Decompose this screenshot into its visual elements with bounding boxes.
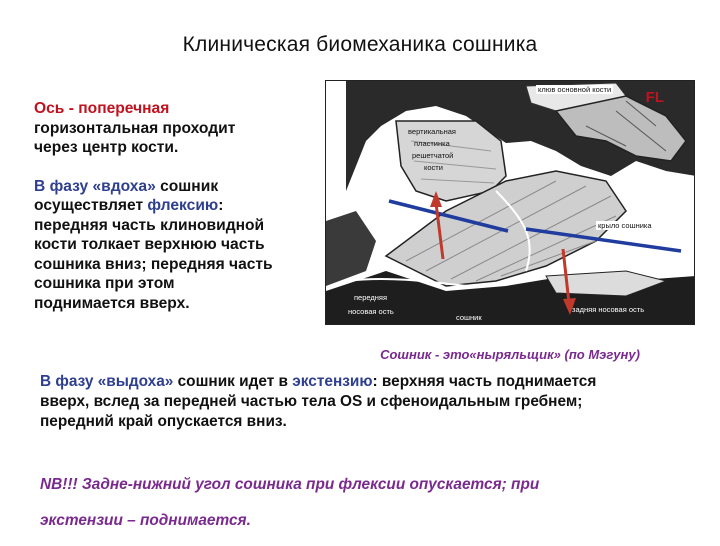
vomer-anatomy-figure bbox=[325, 80, 695, 325]
extension-term: экстензию bbox=[292, 373, 373, 390]
posterior-spine-label: задняя носовая ость bbox=[572, 305, 645, 314]
inhale-text-line-7: поднимается вверх. bbox=[34, 294, 190, 312]
vertical-plate-label-4: кости bbox=[424, 163, 443, 172]
exhale-text-line-3: передний край опускается вниз. bbox=[40, 413, 287, 430]
sphenoid-beak-label: клюв основной кости bbox=[538, 85, 612, 94]
exhale-text-mid: сошник идет в bbox=[173, 373, 293, 390]
axis-label: Ось - поперечная bbox=[34, 100, 170, 117]
vertical-plate-label-1: вертикальная bbox=[408, 127, 456, 136]
exhale-description bbox=[40, 372, 700, 432]
vomer-label: сошник bbox=[456, 313, 482, 322]
inhale-text-line-4: кости толкает верхнюю часть bbox=[34, 236, 265, 253]
anatomy-drawing bbox=[326, 81, 695, 325]
exhale-phase-label: В фазу «выдоха» bbox=[40, 373, 174, 390]
slide-title: Клиническая биомеханика сошника bbox=[182, 33, 538, 56]
exhale-text-line-2: вверх, вслед за передней частью тела OS и сфеноидальным гребнем; bbox=[40, 393, 583, 410]
flexion-prefix: осуществляет bbox=[34, 197, 148, 214]
inhale-text-line-5: сошника вниз; передняя часть bbox=[34, 255, 273, 273]
vertical-plate-label-3: решетчатой bbox=[412, 151, 454, 160]
inhale-text: сошник bbox=[155, 177, 219, 195]
inhale-phase-label: В фазу «вдоха» bbox=[34, 177, 156, 195]
axis-text-line-2: через центр кости. bbox=[34, 139, 179, 156]
flexion-colon: : bbox=[218, 197, 224, 214]
axis-description bbox=[34, 99, 319, 313]
figure-caption: Сошник - это«ныряльщик» (по Мэгуну) bbox=[380, 347, 640, 362]
nb-note-line-2: экстензии – поднимается. bbox=[40, 511, 251, 529]
anterior-spine-label-2: носовая ость bbox=[348, 307, 394, 316]
flexion-term: флексию bbox=[147, 197, 219, 214]
vomer-wing-label: крыло сошника bbox=[598, 221, 652, 230]
vertical-plate-label-2: пластинка bbox=[414, 139, 450, 148]
inhale-text-line-6: сошника при этом bbox=[34, 275, 175, 292]
nb-note bbox=[40, 460, 700, 546]
inhale-text-line-3: передняя часть клиновидной bbox=[34, 216, 265, 234]
axis-text-line-1: горизонтальная проходит bbox=[34, 119, 236, 137]
fl-label: FL bbox=[645, 89, 664, 106]
anterior-spine-label-1: передняя bbox=[354, 293, 388, 302]
nb-note-line-1: NB!!! Задне-нижний угол сошника при флексии опускается; при bbox=[40, 476, 540, 494]
exhale-text-rest: : верхняя часть поднимается bbox=[372, 373, 597, 390]
